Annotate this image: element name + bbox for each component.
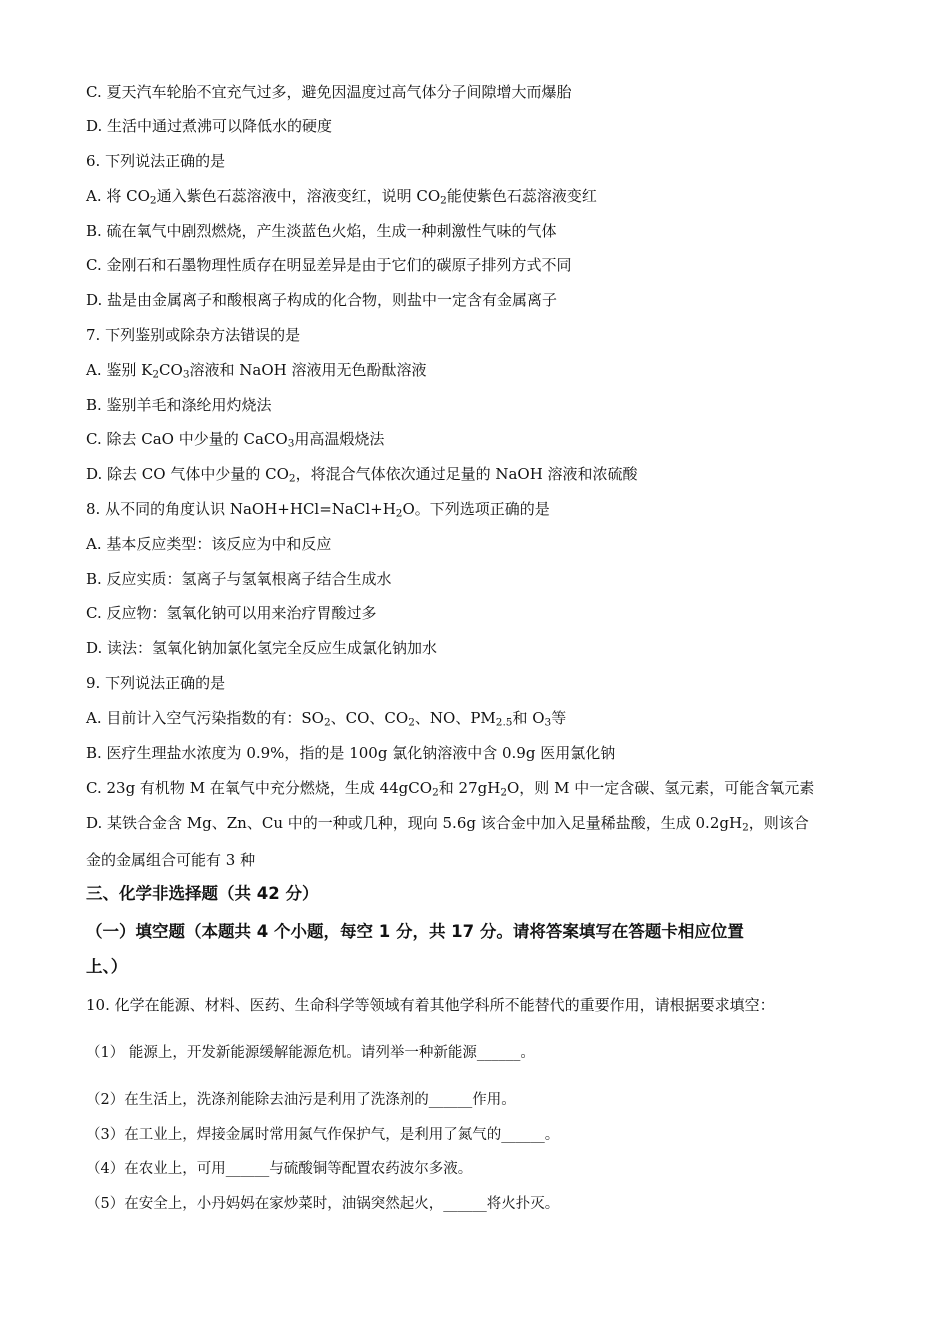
subscript: 2 <box>149 194 157 207</box>
text-run: 能使紫色石蕊溶液变红 <box>446 187 597 205</box>
q10-part-3: （3）在工业上，焊接金属时常用氮气作保护气，是利用了氮气的______。 <box>86 1127 560 1143</box>
subscript: 3 <box>182 368 190 381</box>
q6-option-b: B. 硫在氧气中剧烈燃烧，产生淡蓝色火焰，生成一种刺激性气味的气体 <box>86 222 557 240</box>
text-run: ，将混合气体依次通过足量的 NaOH 溶液和浓硫酸 <box>295 465 638 483</box>
text-run: O，则 M 中一定含碳、氢元素，可能含氧元素 <box>507 779 815 797</box>
q8-option-d: D. 读法：氢氧化钠加氯化氢完全反应生成氯化钠加水 <box>86 639 438 657</box>
q8-option-b: B. 反应实质：氢离子与氢氧根离子结合生成水 <box>86 570 392 588</box>
q7-stem: 7. 下列鉴别或除杂方法错误的是 <box>86 326 301 344</box>
subscript: 3 <box>287 437 295 450</box>
text-run: C. 23g 有机物 M 在氧气中充分燃烧，生成 44gCO <box>86 779 433 797</box>
text-run: A. 目前计入空气污染指数的有：SO <box>86 709 324 727</box>
subsection-heading-continued: 上、） <box>86 957 128 976</box>
subscript: 2 <box>323 716 331 729</box>
text-run: 和 O <box>512 709 545 727</box>
q8-stem <box>86 499 890 519</box>
subscript: 2.5 <box>495 716 513 729</box>
q6-option-a <box>86 186 890 206</box>
q7-option-d <box>86 464 890 484</box>
q6-option-c: C. 金刚石和石墨物理性质存在明显差异是由于它们的碳原子排列方式不同 <box>86 256 572 274</box>
subscript: 2 <box>408 716 415 729</box>
q5-option-c: C. 夏天汽车轮胎不宜充气过多，避免因温度过高气体分子间隙增大而爆胎 <box>86 83 572 101</box>
text-run: 等 <box>551 709 567 727</box>
q6-option-d: D. 盐是由金属离子和酸根离子构成的化合物，则盐中一定含有金属离子 <box>86 291 558 309</box>
text-run: 8. 从不同的角度认识 NaOH+HCl=NaCl+H <box>86 500 396 518</box>
subsection-heading: （一）填空题（本题共 4 个小题，每空 1 分，共 17 分。请将答案填写在答题卡相应位置 <box>86 922 744 941</box>
subscript: 3 <box>544 716 552 729</box>
q10-part-1: （1） 能源上，开发新能源缓解能源危机。请列举一种新能源______。 <box>86 1045 535 1061</box>
text-run: A. 将 CO <box>86 187 150 205</box>
q5-option-d: D. 生活中通过煮沸可以降低水的硬度 <box>86 117 333 135</box>
q9-option-d <box>86 813 890 833</box>
q9-option-a <box>86 708 890 728</box>
text-run: D. 除去 CO 气体中少量的 CO <box>86 465 289 483</box>
q10-part-2: （2）在生活上，洗涤剂能除去油污是利用了洗涤剂的______作用。 <box>86 1092 516 1108</box>
q9-stem: 9. 下列说法正确的是 <box>86 674 226 692</box>
text-run: 通入紫色石蕊溶液中，溶液变红，说明 CO <box>156 187 441 205</box>
q9-option-d-continued: 金的金属组合可能有 3 种 <box>86 851 256 869</box>
text-run: O。下列选项正确的是 <box>402 500 550 518</box>
text-run: ，则该合 <box>748 814 809 832</box>
q7-option-a <box>86 360 890 380</box>
subscript: 2 <box>288 472 296 485</box>
text-run: 、CO、CO <box>330 709 409 727</box>
q8-option-c: C. 反应物：氢氧化钠可以用来治疗胃酸过多 <box>86 604 377 622</box>
text-run: D. 某铁合金含 Mg、Zn、Cu 中的一种或几种，现向 5.6g 该合金中加入足量稀盐酸，生成 0.2gH <box>86 814 743 832</box>
q9-option-b: B. 医疗生理盐水浓度为 0.9%，指的是 100g 氯化钠溶液中含 0.9g 医用氯化钠 <box>86 744 616 762</box>
subscript: 2 <box>440 194 447 207</box>
text-run: 溶液和 NaOH 溶液用无色酚酞溶液 <box>189 361 427 379</box>
q6-stem: 6. 下列说法正确的是 <box>86 152 226 170</box>
text-run: 和 27gH <box>438 779 501 797</box>
section-heading: 三、化学非选择题（共 42 分） <box>86 884 319 903</box>
text-run: 用高温煅烧法 <box>294 430 385 448</box>
subscript: 2 <box>152 368 160 381</box>
subscript: 2 <box>500 786 507 799</box>
q9-option-c <box>86 778 890 798</box>
q7-option-c <box>86 429 890 449</box>
q8-option-a: A. 基本反应类型：该反应为中和反应 <box>86 535 332 553</box>
subscript: 2 <box>432 786 439 799</box>
q10-part-5: （5）在安全上，小丹妈妈在家炒菜时，油锅突然起火，______将火扑灭。 <box>86 1196 560 1212</box>
text-run: A. 鉴别 K <box>86 361 153 379</box>
text-run: CO <box>159 361 183 379</box>
q7-option-b: B. 鉴别羊毛和涤纶用灼烧法 <box>86 396 272 414</box>
subscript: 2 <box>395 507 403 520</box>
subscript: 2 <box>742 821 749 834</box>
text-run: C. 除去 CaO 中少量的 CaCO <box>86 430 288 448</box>
q10-stem: 10. 化学在能源、材料、医药、生命科学等领域有着其他学科所不能替代的重要作用，请根据要求填空： <box>86 996 775 1014</box>
text-run: 、NO、PM <box>414 709 496 727</box>
q10-part-4: （4）在农业上，可用______与硫酸铜等配置农药波尔多液。 <box>86 1161 473 1177</box>
